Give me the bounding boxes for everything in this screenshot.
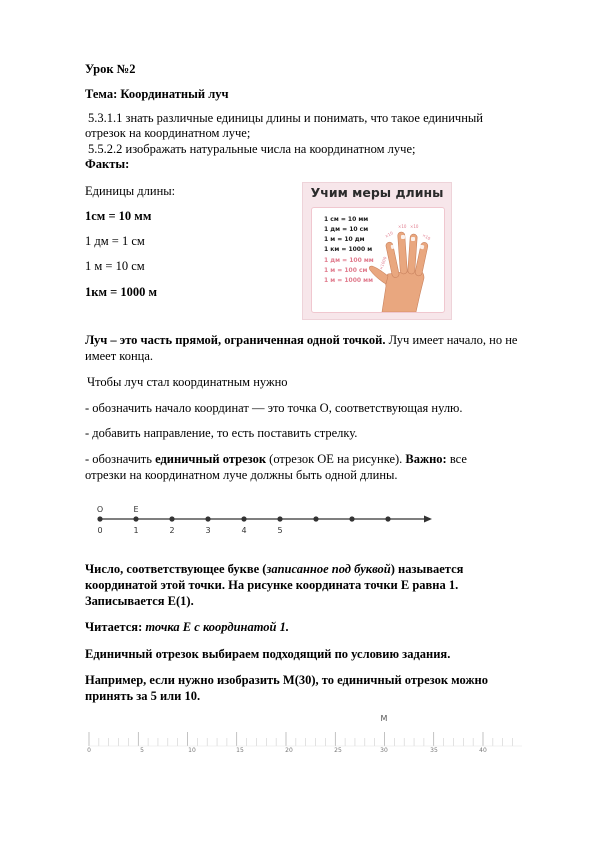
poster-conversion: 1 м = 10 дм xyxy=(324,236,365,243)
important-label: Важно: xyxy=(405,452,447,466)
finger-label: ×10 xyxy=(398,224,407,229)
topic-text: Координатный луч xyxy=(117,87,229,101)
ray-tick-label: 0 xyxy=(97,526,103,535)
goal-line-3: 5.5.2.2 изображать натуральные числа на координатном луче; xyxy=(88,142,416,156)
ray-definition-line2: имеет конца. xyxy=(85,349,154,363)
step-unit-line2: отрезки на координатном луче должны быть одной длины. xyxy=(85,468,398,482)
ray-tick-label: 3 xyxy=(205,526,211,535)
example-line-2: принять за 5 или 10. xyxy=(85,689,201,703)
length-units-poster xyxy=(302,182,452,320)
ray-tick-label: 4 xyxy=(241,526,247,535)
ruler-tick-label: 0 xyxy=(87,747,91,754)
poster-conversion: 1 м = 1000 мм xyxy=(324,277,373,284)
finger-label: ×10 xyxy=(410,224,419,229)
topic-line xyxy=(85,87,229,102)
poster-conversion: 1 см = 10 мм xyxy=(324,216,369,223)
ruler-ticks xyxy=(89,732,522,746)
example-line-1: Например, если нужно изобразить М(30), то единичный отрезок можно xyxy=(85,673,488,687)
ruler-figure xyxy=(82,712,522,760)
step-unit-a: - обозначить xyxy=(85,452,156,466)
poster-conversion: 1 км = 1000 м xyxy=(324,246,373,253)
hand-icon xyxy=(312,208,444,312)
unit-choice-line: Единичный отрезок выбираем подходящий по условию задания. xyxy=(85,647,451,661)
coordinate-definition-line3: Записывается Е(1). xyxy=(85,594,194,608)
ray-tick-label: 5 xyxy=(277,526,283,535)
ray-point xyxy=(385,516,390,521)
ruler-point-label-m: M xyxy=(380,714,388,723)
ray-definition xyxy=(85,333,517,348)
unit-fact-2: 1 дм = 1 см xyxy=(85,234,145,248)
coordinate-definition-b: ) называется xyxy=(390,562,464,576)
ray-point xyxy=(349,516,354,521)
reading-italic: точка Е с координатой 1. xyxy=(145,620,289,634)
step-unit-b: (отрезок ОЕ на рисунке). xyxy=(266,452,406,466)
step-origin: - обозначить начало координат — это точка О, соответствующая нулю. xyxy=(85,401,463,415)
reading-line xyxy=(85,620,289,635)
coordinate-definition-italic: записанное под буквой xyxy=(266,562,391,576)
finger-label: ×10 xyxy=(421,232,432,242)
ray-point xyxy=(241,516,246,521)
coordinate-definition-line2: координатой этой точки. На рисунке координата точки Е равна 1. xyxy=(85,578,459,592)
step-direction: - добавить направление, то есть поставить стрелку. xyxy=(85,426,358,440)
ruler-tick-label: 25 xyxy=(334,747,342,754)
ray-point-label-o: O xyxy=(96,505,104,514)
step-unit-c: все xyxy=(446,452,467,466)
reading-label: Читается: xyxy=(85,620,146,634)
ruler-tick-label: 10 xyxy=(188,747,196,754)
finger-label: ×1000 xyxy=(378,255,388,271)
coordinate-definition-a: Число, соответствующее букве ( xyxy=(85,562,267,576)
coord-ray-intro: Чтобы луч стал координатным нужно xyxy=(87,375,288,389)
poster-conversion: 1 м = 100 см xyxy=(324,267,368,274)
ray-point xyxy=(133,516,138,521)
ruler-tick-label: 5 xyxy=(140,747,144,754)
units-title: Единицы длины: xyxy=(85,184,176,198)
ray-tick-label: 1 xyxy=(133,526,139,535)
ruler-tick-label: 40 xyxy=(479,747,487,754)
goal-line-1: 5.3.1.1 знать различные единицы длины и понимать, что такое единичный xyxy=(88,111,483,125)
ray-definition-rest: Луч имеет начало, но не xyxy=(385,333,518,347)
finger-label: ×10 xyxy=(384,230,394,239)
ruler-tick-label: 35 xyxy=(430,747,438,754)
step-unit xyxy=(85,452,467,467)
ray-point xyxy=(169,516,174,521)
poster-conversion: 1 дм = 100 мм xyxy=(324,257,374,264)
step-unit-bold: единичный отрезок xyxy=(155,452,267,466)
ruler-tick-label: 15 xyxy=(236,747,244,754)
ray-arrow-icon xyxy=(424,516,432,523)
ray-point-label-e: E xyxy=(133,505,139,514)
facts-title: Факты: xyxy=(85,157,130,171)
poster-conversion: 1 дм = 10 см xyxy=(324,226,369,233)
poster-card xyxy=(311,207,445,313)
goal-line-2: отрезок на координатном луче; xyxy=(85,126,251,140)
ray-point xyxy=(97,516,102,521)
ray-tick-label: 2 xyxy=(169,526,175,535)
ray-definition-bold: Луч – это часть прямой, ограниченная одной точкой. xyxy=(85,333,386,347)
lesson-number: Урок №2 xyxy=(85,62,136,76)
unit-fact-4: 1км = 1000 м xyxy=(85,285,157,299)
ray-point xyxy=(277,516,282,521)
unit-fact-3: 1 м = 10 см xyxy=(85,259,145,273)
coordinate-ray-figure xyxy=(92,500,437,542)
unit-fact-1: 1см = 10 мм xyxy=(85,209,152,223)
ray-point xyxy=(205,516,210,521)
ray-point xyxy=(313,516,318,521)
ruler-tick-label: 20 xyxy=(285,747,293,754)
poster-title: Учим меры длины xyxy=(310,185,444,200)
topic-label: Тема: xyxy=(85,87,118,101)
coordinate-definition xyxy=(85,562,463,577)
ruler-tick-label: 30 xyxy=(380,747,388,754)
